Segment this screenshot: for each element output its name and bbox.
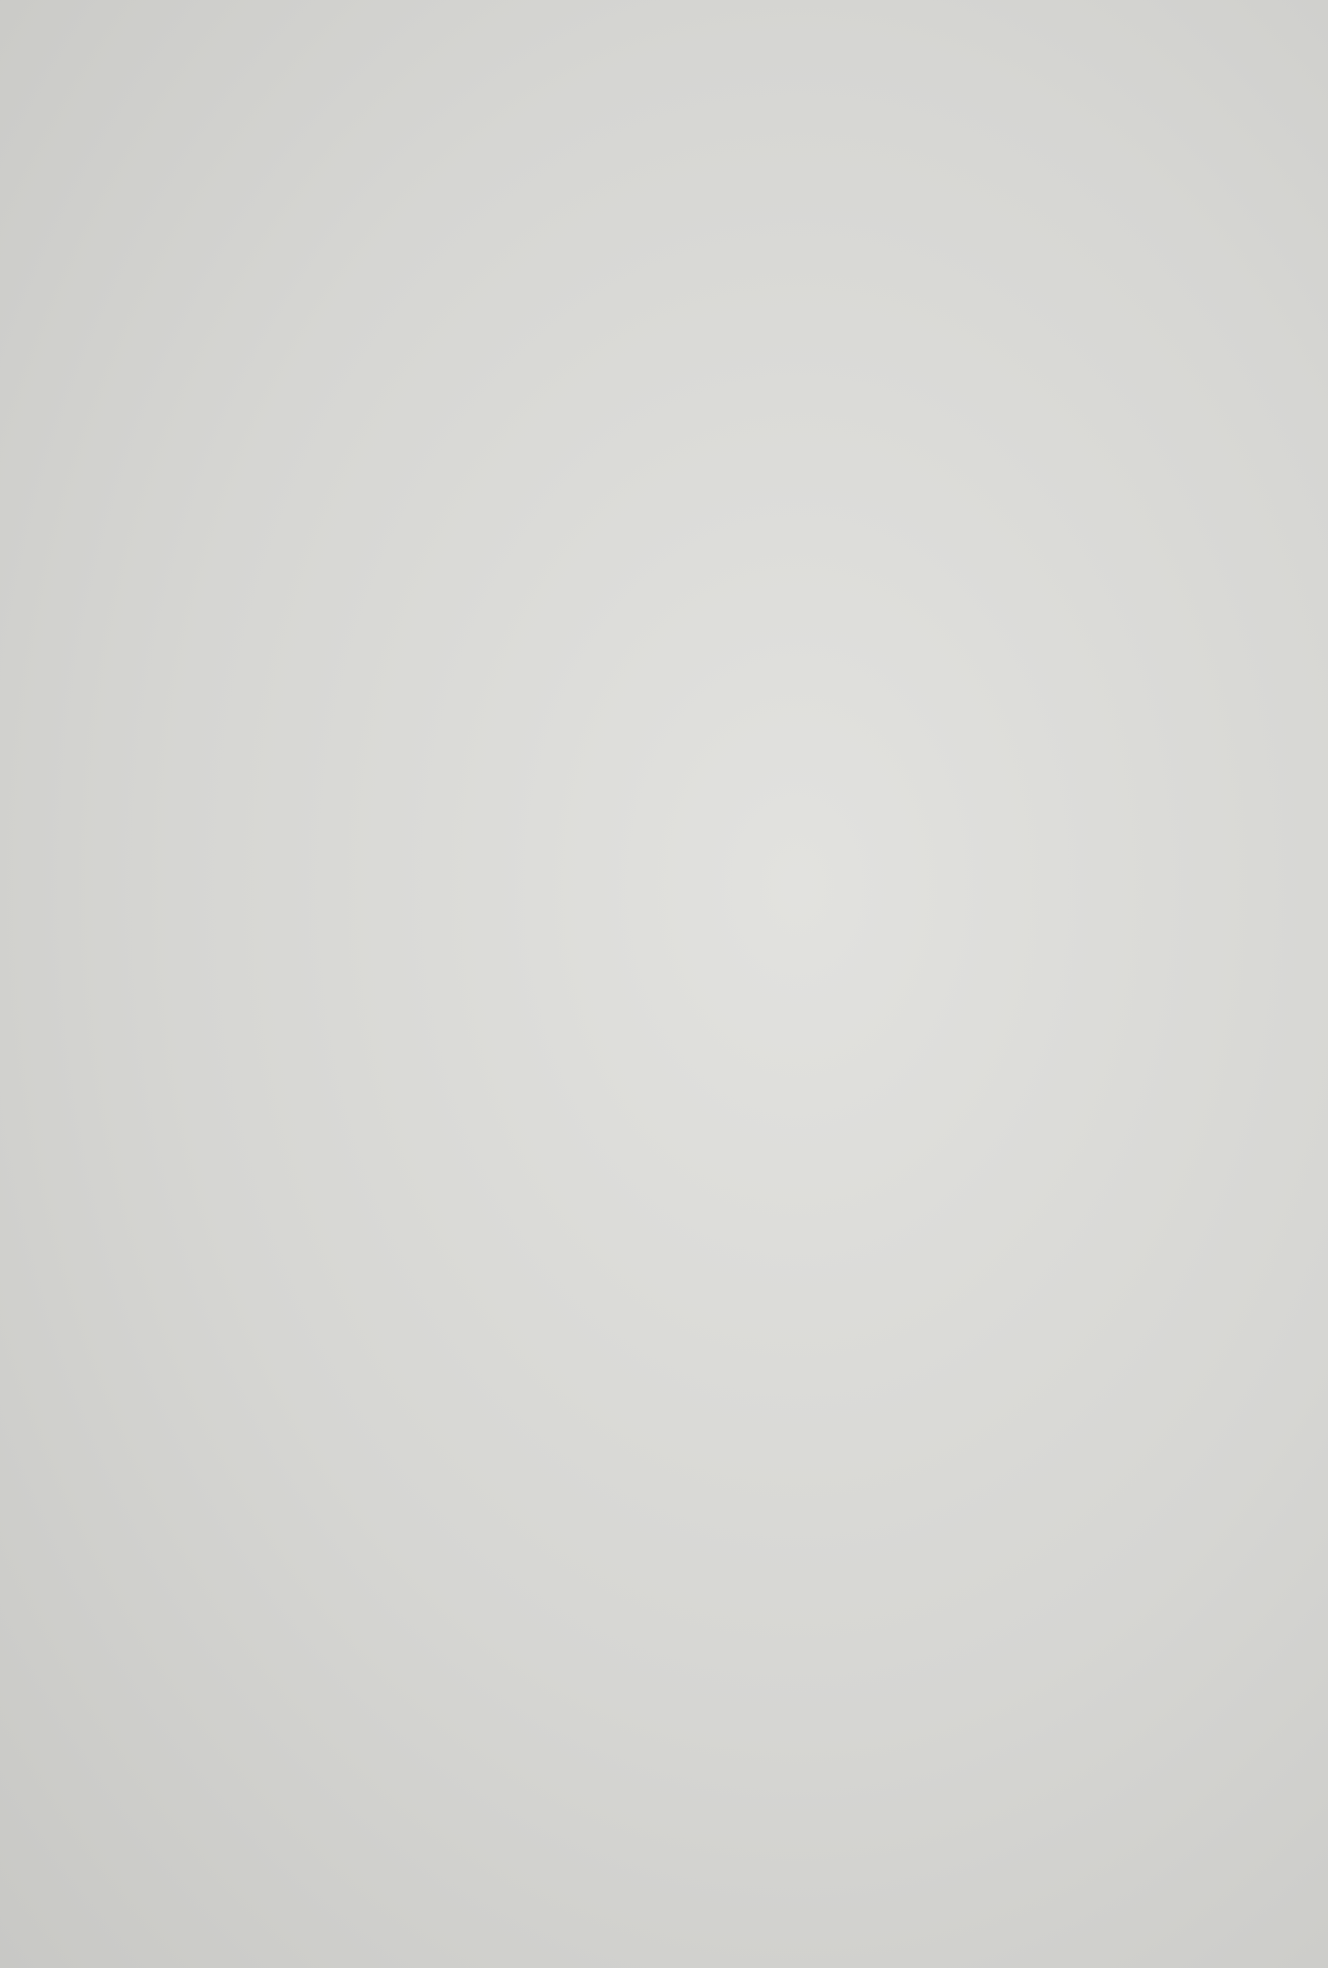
treppenpolygon-figure xyxy=(90,320,810,1410)
